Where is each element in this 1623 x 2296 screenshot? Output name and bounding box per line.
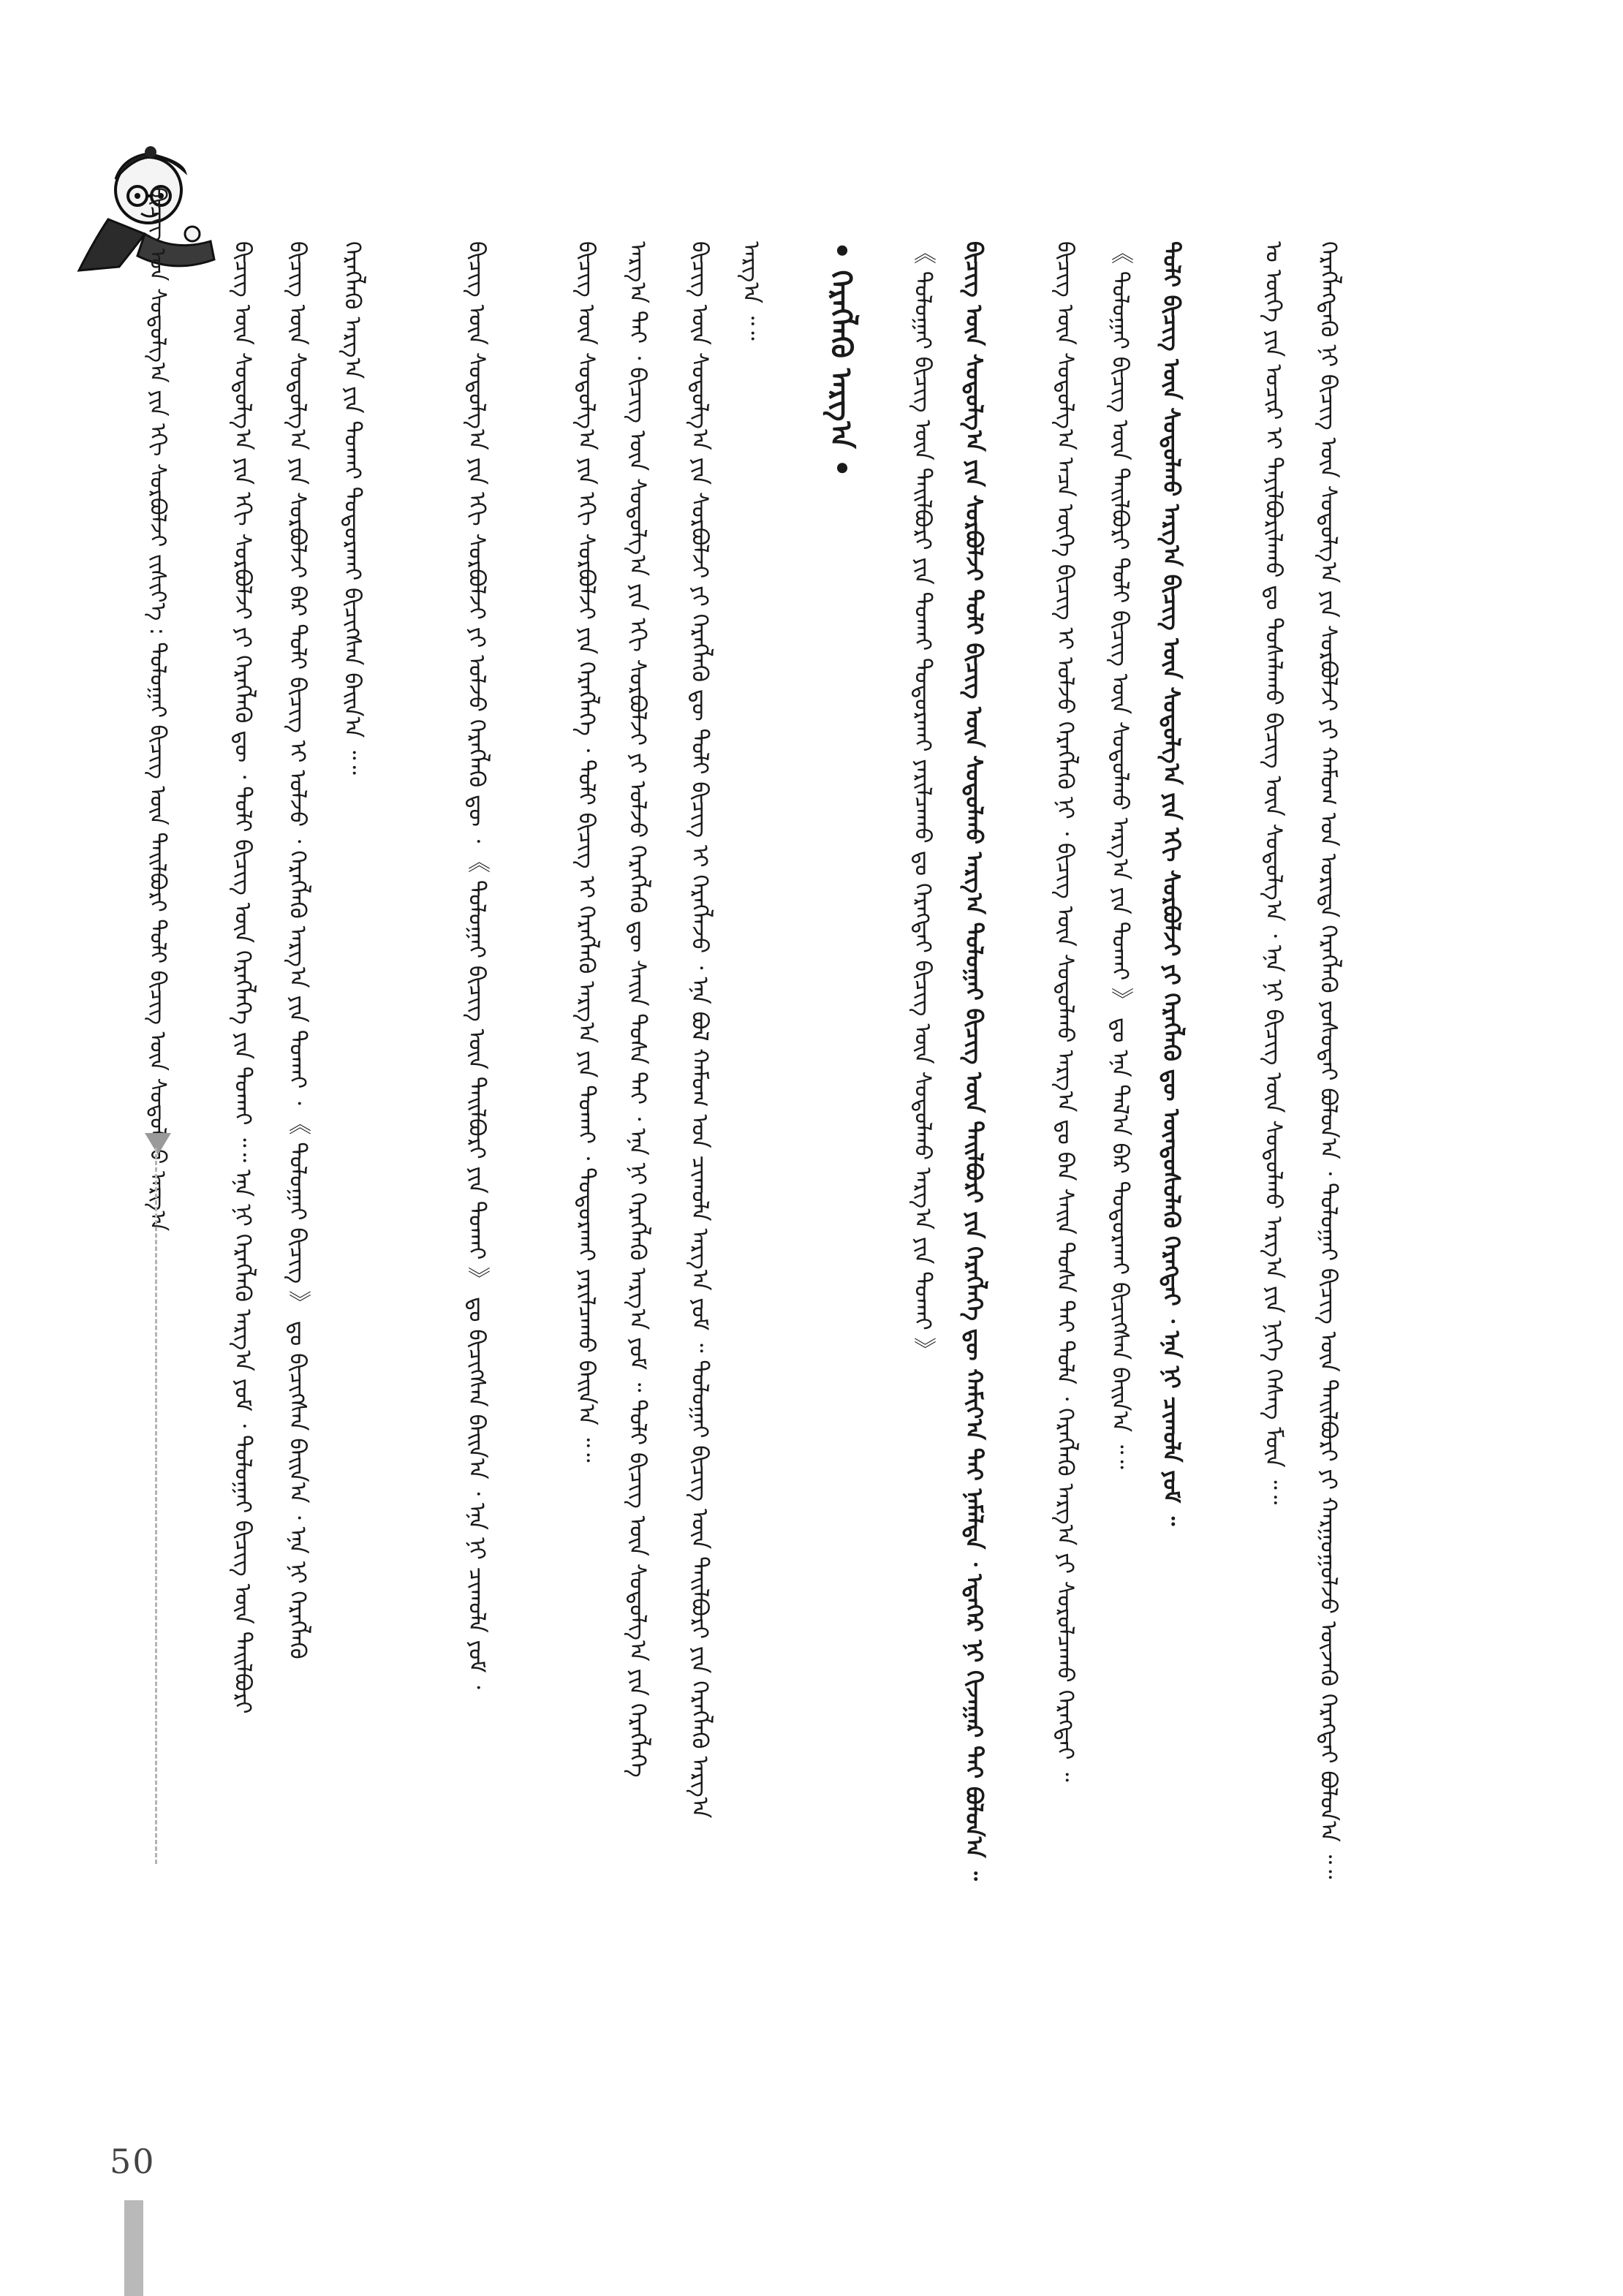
column-text: ᠪᠢᠴᠢᠭ᠌ ᠦᠨ ᠰᠤᠳᠤᠯᠭ᠎ᠠ ᠶᠢᠨ ᠡᠬᠢ ᠰᠤᠷᠪᠤᠯᠵᠢ ᠶᠢ ᠬᠡᠷᠡᠭᠯᠡᠬᠦ ᠳᠦ ᠂ ᠲᠣᠯᠢ ᠪᠢᠴᠢᠭ᠌ ᠦᠨ ᠬᠡᠷᠡᠭᠯᠡᠭᠡ ᠶᠢᠨ ᠲᠤᠬᠠᠢ ᠃᠃ ᠡᠨᠡ ᠨᠢ ᠬᠡᠷᠡᠭᠯᠡᠬᠦ ᠠᠷᠭ᠎ᠠ ᠶᠤᠮ ᠂ ᠲᠤᠯᠤᠭᠠᠢ ᠪᠢᠴᠢᠭ᠌ ᠦᠨ ᠲᠠᠢᠯᠪᠤᠷᠢ [230, 241, 256, 1714]
column-text: ᠤ ᠦᠭᠡ ᠶᠢᠨ ᠤᠴᠢᠷ ᠢ ᠲᠠᠶᠢᠯᠪᠤᠷᠢᠯᠠᠬᠤ ᠳᠤ ᠲᠤᠰᠠᠯᠠᠬᠤ ᠪᠢᠴᠢᠭ᠌ ᠦᠨ ᠰᠤᠳᠤᠯᠭ᠎ᠠ ᠂ ᠡᠨᠡ ᠨᠢ ᠪᠢᠴᠢᠭ᠌ ᠦᠨ ᠰᠤᠳᠤᠯᠬᠤ ᠠᠷᠭ᠎ᠠ ᠶᠢᠨ ᠨᠢᠭᠡ ᠬᠡᠰᠡᠭ ᠮᠥᠨ ᠃᠃ [1260, 241, 1287, 1505]
section-heading-text: • ᠬᠡᠷᠡᠭᠯᠡᠬᠦ ᠠᠷᠭ᠎ᠠ • [824, 241, 858, 478]
text-column [899, 241, 946, 2061]
header-divider [155, 1148, 157, 1864]
text-column [1305, 241, 1352, 2061]
column-text: 《 ᠲᠤᠯᠤᠭᠠᠢ ᠪᠢᠴᠢᠭ᠌ ᠦᠨ ᠲᠠᠢᠯᠪᠤᠷᠢ ᠲᠣᠯᠢ ᠪᠢᠴᠢᠭ᠌ ᠦᠨ ᠰᠤᠳᠤᠯᠬᠤ ᠠᠷᠭ᠎ᠠ ᠶᠢᠨ ᠲᠤᠬᠠᠢ 》 ᠳᠤ ᠡᠨᠡ ᠲᠠᠯ᠎ᠠ ᠪᠠᠷ ᠲᠣᠳᠣᠷᠬᠠᠢ ᠪᠢᠴᠢᠭᠰᠡᠨ ᠪᠠᠢᠨ᠎ᠠ ᠃᠃ [1107, 241, 1133, 1469]
margin-tab [124, 2200, 143, 2296]
column-text: ᠪᠢᠴᠢᠭ᠌ ᠦᠨ ᠰᠤᠳᠤᠯᠭ᠎ᠠ ᠶᠢᠨ ᠰᠤᠷᠪᠤᠯᠵᠢ ᠶᠢ ᠬᠡᠷᠡᠭᠯᠡᠬᠦ ᠳᠦ ᠲᠣᠯᠢ ᠪᠢᠴᠢᠭ᠌ ᠢ ᠬᠡᠷᠡᠭᠯᠡᠵᠦ ᠂ ᠡᠨᠡ ᠪᠣᠯ ᠬᠠᠮᠤᠭ ᠤᠨ ᠴᠢᠬᠤᠯᠠ ᠠᠷᠭ᠎ᠠ ᠶᠤᠮ ᠃ ᠲᠤᠯᠤᠭᠠᠢ ᠪᠢᠴᠢᠭ᠌ ᠦᠨ ᠲᠠᠢᠯᠪᠤᠷᠢ ᠶᠢᠨ ᠬᠡᠷᠡᠭᠯᠡᠬᠦ ᠠᠷᠭ᠎ᠠ [686, 241, 713, 1819]
running-header [139, 186, 175, 1232]
column-text: ᠪᠢᠴᠢᠭ᠌ ᠦᠨ ᠰᠤᠳᠤᠯᠭ᠎ᠠ ᠠᠴᠠ ᠦᠭᠡ ᠪᠢᠴᠢᠭ ᠢ ᠣᠯᠵᠤ ᠬᠡᠷᠡᠭᠯᠡᠬᠦ ᠨᠢ ᠂ ᠪᠢᠴᠢᠭ᠌ ᠦᠨ ᠰᠤᠳᠤᠯᠬᠤ ᠠᠷᠭ᠎ᠠ ᠳᠤ ᠪᠠᠨ ᠰᠠᠢᠨ ᠲᠤᠰᠠ ᠲᠠᠢ ᠲᠤᠯᠠ ᠂ ᠬᠡᠷᠡᠭᠯᠡᠬᠦ ᠠᠷᠭ᠎ᠠ ᠶᠢ ᠰᠤᠷᠤᠯᠴᠠᠬᠤ ᠬᠡᠷᠡᠭᠲᠡᠢ ᠃ [1052, 241, 1078, 1782]
text-column [1148, 241, 1195, 2061]
text-column [329, 241, 376, 2061]
text-column [950, 241, 997, 2061]
text-column [563, 241, 610, 2061]
column-text: ᠬᠡᠷᠡᠭᠯᠡᠬᠦ ᠠᠷᠭ᠎ᠠ ᠶᠢᠨ ᠲᠤᠬᠠᠢ ᠲᠣᠳᠣᠷᠬᠠᠢ ᠪᠢᠴᠢᠭᠰᠡᠨ ᠪᠠᠢᠨ᠎ᠠ ᠃᠃ [339, 241, 366, 775]
text-column [219, 241, 266, 2061]
column-text: ᠠᠷᠭ᠎ᠠ ᠲᠠᠢ ᠂ ᠪᠢᠴᠢᠭ᠌ ᠦᠨ ᠰᠤᠳᠤᠯᠭ᠎ᠠ ᠶᠢᠨ ᠡᠬᠢ ᠰᠤᠷᠪᠤᠯᠵᠢ ᠶᠢ ᠣᠯᠵᠤ ᠬᠡᠷᠡᠭᠯᠡᠬᠦ ᠳᠦ ᠰᠠᠢᠨ ᠲᠤᠰᠠ ᠲᠠᠢ ᠂ ᠡᠨᠡ ᠨᠢ ᠬᠡᠷᠡᠭᠯᠡᠬᠦ ᠠᠷᠭ᠎ᠠ ᠶᠤᠮ ᠃ ᠲᠣᠯᠢ ᠪᠢᠴᠢᠭ᠌ ᠦᠨ ᠰᠤᠳᠤᠯᠭ᠎ᠠ ᠶᠢᠨ ᠬᠡᠷᠡᠭᠯᠡᠭᠡ [624, 241, 651, 1778]
column-text: ᠬᠡᠷᠡᠭᠯᠡᠭᠳᠡᠬᠦ ᠨᠢ ᠪᠢᠴᠢᠭ᠌ ᠦᠨ ᠰᠤᠳᠤᠯᠭ᠎ᠠ ᠶᠢᠨ ᠰᠤᠷᠪᠤᠯᠵᠢ ᠶᠢ ᠬᠠᠮᠤᠭ ᠤᠨ ᠤᠷᠢᠳᠠ ᠬᠡᠷᠡᠭᠯᠡᠬᠦ ᠶᠤᠰᠤᠲᠠᠢ ᠪᠣᠯᠤᠨ᠎ᠠ ᠂ ᠲᠤᠯᠤᠭᠠᠢ ᠪᠢᠴᠢᠭ᠌ ᠦᠨ ᠲᠠᠢᠯᠪᠤᠷᠢ ᠶᠢ ᠬᠠᠷᠭᠤᠭᠤᠯᠵᠤ ᠦᠵᠡᠬᠦ ᠬᠡᠷᠡᠭᠲᠡᠢ ᠪᠣᠯᠤᠨ᠎ᠠ ᠃᠃ [1315, 241, 1342, 1879]
text-column [274, 241, 321, 2061]
running-header-text: ᠪᠢᠴᠢᠭ᠌ ᠤᠨ ᠰᠤᠳᠤᠯᠭ᠎ᠠ ᠶᠢᠨ ᠡᠬᠢ ᠰᠤᠷᠪᠤᠯᠵᠢ ᠵᠢᠱᠢᠶ᠎ᠡ : ᠲᠤᠯᠤᠭᠠᠢ ᠪᠢᠴᠢᠭ᠌ ᠦᠨ ᠲᠠᠢᠯᠪᠤᠷᠢ ᠲᠣᠯᠢ ᠪᠢᠴᠢᠭ᠌ ᠦᠨ ᠰᠤᠳᠤᠯᠬᠤ ᠠᠷᠭ᠎ᠠ [145, 186, 170, 1232]
column-text: ᠪᠢᠴᠢᠭ᠌ ᠦᠨ ᠰᠤᠳᠤᠯᠭ᠎ᠠ ᠶᠢᠨ ᠰᠤᠷᠪᠤᠯᠵᠢ ᠪᠠᠷ ᠲᠣᠯᠢ ᠪᠢᠴᠢᠭ᠌ ᠢ ᠣᠯᠵᠤ ᠂ ᠬᠡᠷᠡᠭᠯᠡᠬᠦ ᠠᠷᠭ᠎ᠠ ᠶᠢᠨ ᠲᠤᠬᠠᠢ ᠂ 《 ᠲᠤᠯᠤᠭᠠᠢ ᠪᠢᠴᠢᠭ᠌ 》 ᠳᠤ ᠪᠢᠴᠢᠭᠰᠡᠨ ᠪᠠᠢᠨ᠎ᠠ ᠂ ᠡᠨᠡ ᠨᠢ ᠬᠡᠷᠡᠭᠯᠡᠬᠦ [284, 241, 311, 1659]
text-column [727, 241, 774, 2061]
column-text: ᠪᠢᠴᠢᠭ᠌ ᠦᠨ ᠰᠤᠳᠤᠯᠭ᠎ᠠ ᠶᠢᠨ ᠡᠬᠢ ᠰᠤᠷᠪᠤᠯᠵᠢ ᠶᠢᠨ ᠬᠡᠷᠡᠭᠯᠡᠭᠡ ᠂ ᠲᠣᠯᠢ ᠪᠢᠴᠢᠭ᠌ ᠢ ᠬᠡᠷᠡᠭᠯᠡᠬᠦ ᠠᠷᠭ᠎ᠠ ᠶᠢᠨ ᠲᠤᠬᠠᠢ ᠂ ᠲᠣᠳᠣᠷᠬᠠᠢ ᠶᠠᠷᠢᠯᠴᠠᠬᠤ ᠪᠠᠢᠨ᠎ᠠ ᠃᠃ [573, 241, 599, 1463]
text-column [1097, 241, 1143, 2061]
text-column [453, 241, 500, 2061]
page-number: 50 [110, 2142, 156, 2181]
header-arrow-icon [145, 1133, 171, 1155]
text-column [676, 241, 723, 2061]
text-column [1250, 241, 1297, 2061]
column-text: ᠪᠢᠴᠢᠭ᠌ ᠦᠨ ᠰᠤᠳᠤᠯᠭ᠎ᠠ ᠶᠢᠨ ᠰᠤᠷᠪᠤᠯᠵᠢ ᠲᠣᠯᠢ ᠪᠢᠴᠢᠭ ᠦᠨ ᠰᠤᠳᠤᠯᠬᠤ ᠠᠷᠭ᠎ᠠ ᠲᠤᠯᠤᠭᠠᠢ ᠪᠢᠴᠢᠭ᠌ ᠦᠨ ᠲᠠᠢᠯᠪᠤᠷᠢ ᠶᠢᠨ ᠬᠡᠷᠡᠭᠯᠡᠭᠡ ᠳᠦ ᠬᠠᠮᠢᠶ᠎ᠠ ᠲᠠᠢ ᠨᠡᠮᠡᠯᠲᠡ ᠂ ᠡᠳᠡᠭᠡᠷ ᠨᠢ ᠬᠢᠵᠠᠭᠠᠷ ᠲᠠᠢ ᠪᠣᠯᠤᠨ᠎ᠠ ᠃ [961, 241, 987, 1881]
column-text: ᠲᠣᠯᠢ ᠪᠢᠴᠢᠭ ᠦᠨ ᠰᠤᠳᠤᠯᠬᠤ ᠠᠷᠭ᠎ᠠ ᠪᠢᠴᠢᠭ᠌ ᠦᠨ ᠰᠤᠳᠤᠯᠭ᠎ᠠ ᠶᠢᠨ ᠡᠬᠢ ᠰᠤᠷᠪᠤᠯᠵᠢ ᠶᠢ ᠬᠡᠷᠡᠭᠯᠡᠬᠦ ᠳᠦ ᠦᠨᠳᠦᠰᠦᠯᠡᠬᠦ ᠬᠡᠷᠡᠭᠲᠡᠢ ᠂ ᠡᠨᠡ ᠨᠢ ᠴᠢᠬᠤᠯᠠ ᠶᠤᠮ ᠃ [1158, 241, 1184, 1526]
column-text: ᠠᠷᠭ᠎ᠠ ᠃᠃ [738, 241, 764, 341]
section-heading [819, 241, 863, 548]
text-column [614, 241, 661, 2061]
column-text: 《 ᠲᠤᠯᠤᠭᠠᠢ ᠪᠢᠴᠢᠭ᠌ ᠦᠨ ᠲᠠᠢᠯᠪᠤᠷᠢ ᠶᠢᠨ ᠲᠤᠬᠠᠢ ᠲᠣᠳᠣᠷᠬᠠᠢ ᠶᠠᠷᠢᠯᠴᠠᠬᠤ ᠳᠤ ᠬᠡᠷᠡᠭᠲᠡᠢ ᠪᠢᠴᠢᠭ᠌ ᠦᠨ ᠰᠤᠳᠤᠯᠬᠤ ᠠᠷᠭ᠎ᠠ ᠶᠢᠨ ᠲᠤᠬᠠᠢ 》 [909, 241, 936, 1360]
column-text: ᠪᠢᠴᠢᠭ᠌ ᠦᠨ ᠰᠤᠳᠤᠯᠭ᠎ᠠ ᠶᠢᠨ ᠡᠬᠢ ᠰᠤᠷᠪᠤᠯᠵᠢ ᠶᠢ ᠣᠯᠵᠤ ᠬᠡᠷᠡᠭᠯᠡᠬᠦ ᠳᠦ ᠂ 《 ᠲᠤᠯᠤᠭᠠᠢ ᠪᠢᠴᠢᠭ᠌ ᠦᠨ ᠲᠠᠢᠯᠪᠤᠷᠢ ᠶᠢᠨ ᠲᠤᠬᠠᠢ 》 ᠳᠤ ᠪᠢᠴᠢᠭᠰᠡᠨ ᠪᠠᠢᠨ᠎ᠠ ᠂ ᠡᠨᠡ ᠨᠢ ᠴᠢᠬᠤᠯᠠ ᠶᠤᠮ ᠂ [464, 241, 490, 1689]
text-column [1042, 241, 1089, 2061]
